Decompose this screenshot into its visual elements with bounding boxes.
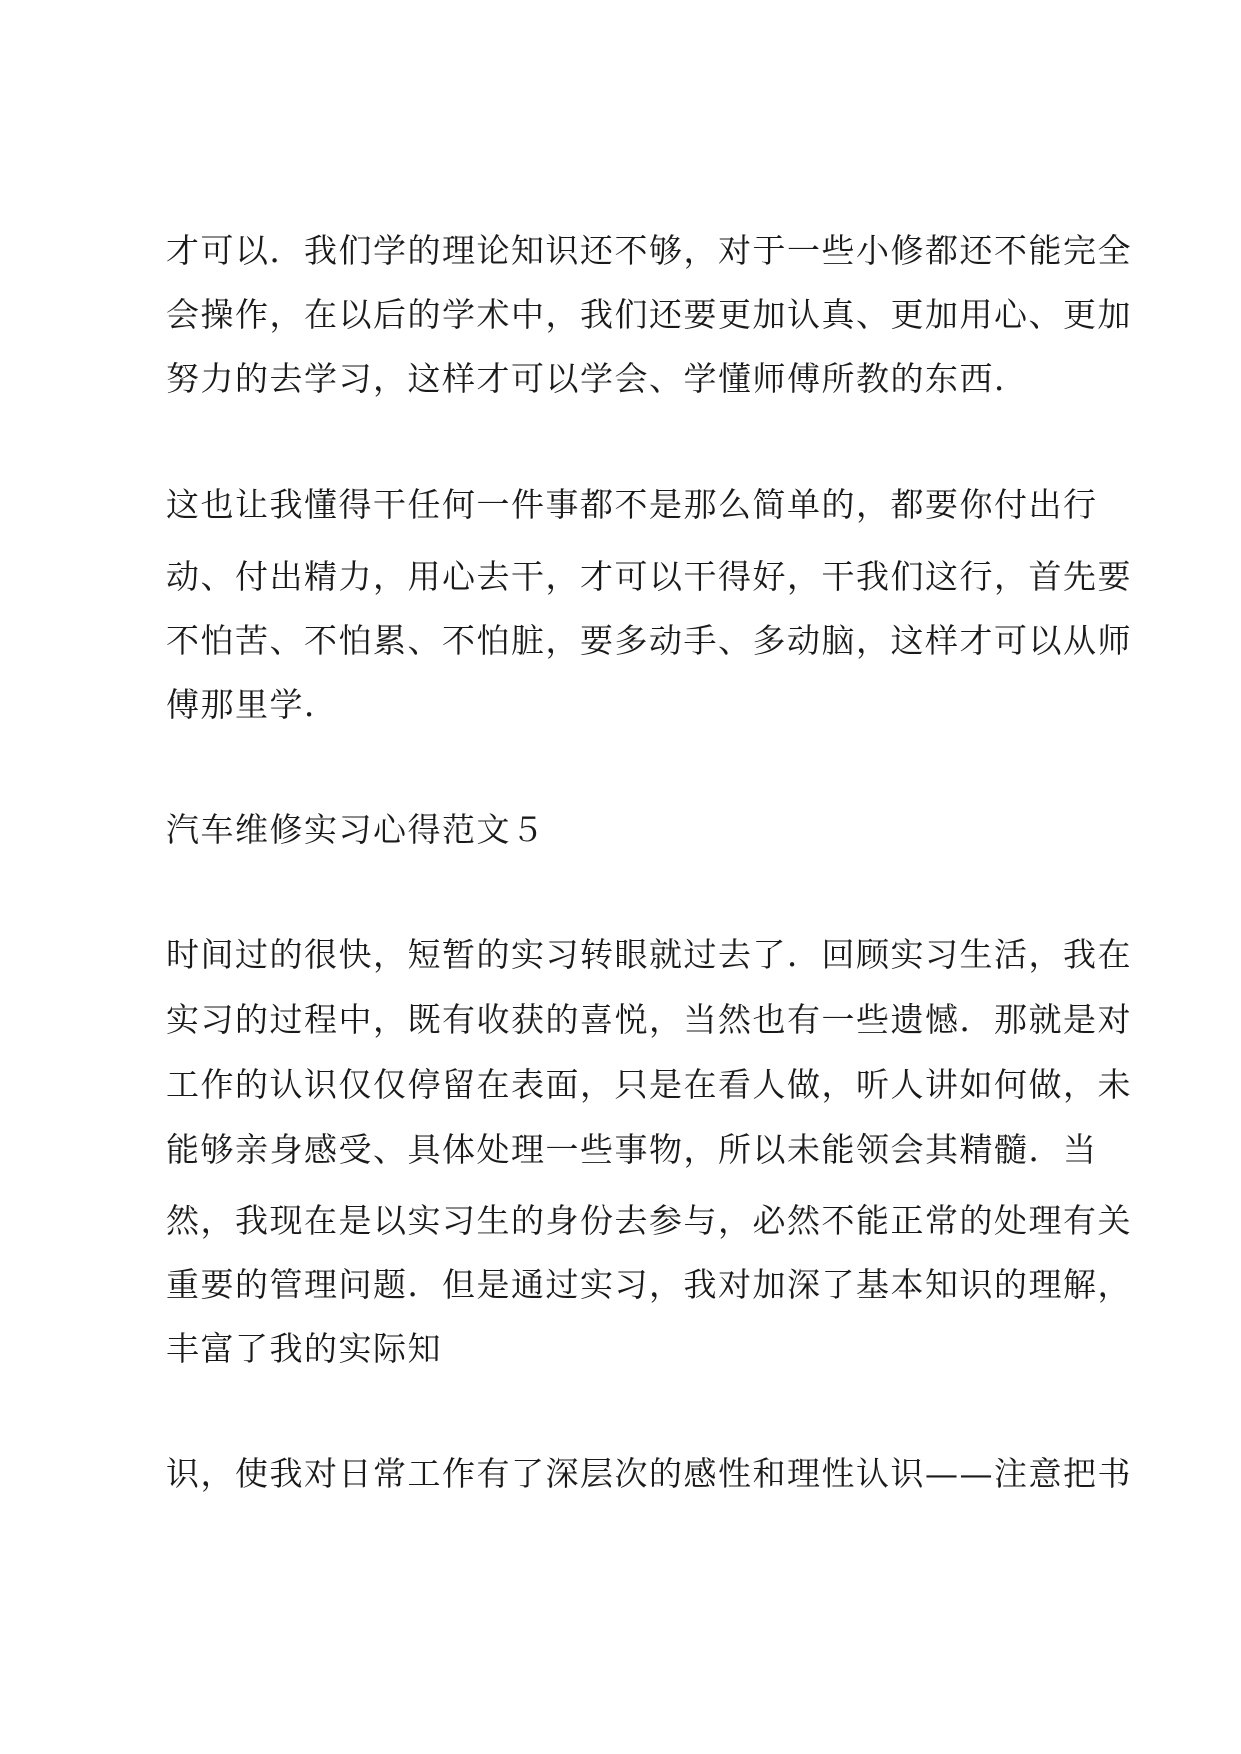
paragraph-line: 这也让我懂得干任何一件事都不是那么简单的，都要你付出行 — [166, 485, 1098, 524]
paragraph-line: 识，使我对日常工作有了深层次的感性和理性认识——注意把书 — [166, 1454, 1132, 1493]
paragraph-line: 然，我现在是以实习生的身份去参与，必然不能正常的处理有关 — [166, 1201, 1132, 1240]
paragraph-line: 实习的过程中，既有收获的喜悦，当然也有一些遗憾．那就是对 — [166, 1000, 1132, 1039]
paragraph-line: 工作的认识仅仅停留在表面，只是在看人做，听人讲如何做，未 — [166, 1065, 1132, 1104]
paragraph-line: 时间过的很快，短暂的实习转眼就过去了．回顾实习生活，我在 — [166, 935, 1132, 974]
paragraph-line: 动、付出精力，用心去干，才可以干得好，干我们这行，首先要 — [166, 557, 1132, 596]
section-heading: 汽车维修实习心得范文５ — [166, 810, 546, 849]
paragraph-line: 才可以．我们学的理论知识还不够，对于一些小修都还不能完全 — [166, 231, 1132, 270]
paragraph-line: 傅那里学． — [166, 685, 339, 724]
paragraph-line: 会操作，在以后的学术中，我们还要更加认真、更加用心、更加 — [166, 295, 1132, 334]
paragraph-line: 重要的管理问题．但是通过实习，我对加深了基本知识的理解， — [166, 1265, 1132, 1304]
paragraph-line: 能够亲身感受、具体处理一些事物，所以未能领会其精髓．当 — [166, 1130, 1098, 1169]
paragraph-line: 努力的去学习，这样才可以学会、学懂师傅所教的东西． — [166, 359, 1029, 398]
paragraph-line: 丰富了我的实际知 — [166, 1329, 442, 1368]
paragraph-line: 不怕苦、不怕累、不怕脏，要多动手、多动脑，这样才可以从师 — [166, 621, 1132, 660]
